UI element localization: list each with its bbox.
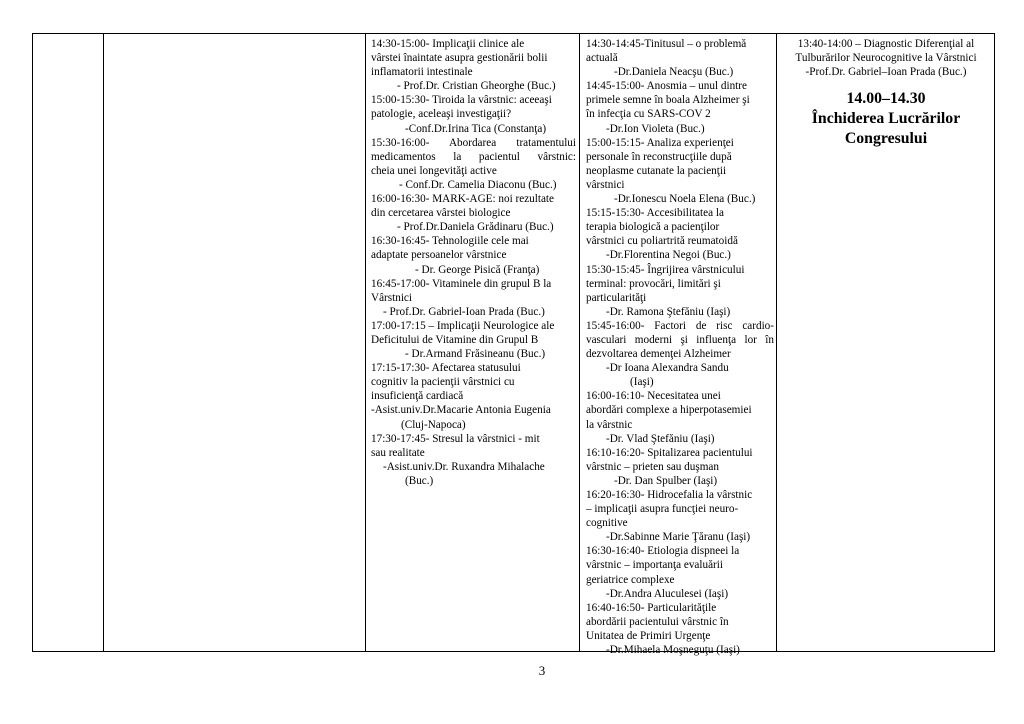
talk-title: vârstnici cu poliartrită reumatoidă xyxy=(586,235,738,248)
talk-title: Deficitului de Vitamine din Grupul B xyxy=(371,333,539,346)
speaker: -Dr. Dan Spulber (Iaşi) xyxy=(614,474,718,487)
talk-title: dezvoltarea demenţei Alzheimer xyxy=(586,348,731,361)
talk-title: 16:00-16:10- Necesitatea unei xyxy=(586,390,721,403)
talk-title: 17:15-17:30- Afectarea statusului xyxy=(371,362,521,375)
talk-title: 14:30-14:45-Tinitusul – o problemă xyxy=(586,38,747,50)
talk-title: cognitiv la pacienţii vârstnici cu xyxy=(371,376,515,389)
talk-title: 16:20-16:30- Hidrocefalia la vârstnic xyxy=(586,489,753,501)
talk-title: 13:40-14:00 – Diagnostic Diferenţial al xyxy=(797,38,975,50)
speaker: -Dr. Vlad Ştefăniu (Iaşi) xyxy=(606,432,715,445)
speaker: - Dr. George Pisică (Franţa) xyxy=(415,263,540,276)
talk-title: abordării pacientului vârstnic în xyxy=(586,615,729,628)
column-divider xyxy=(103,33,104,652)
talk-title: vârstnici xyxy=(586,178,625,191)
speaker-city: (Iaşi) xyxy=(630,376,654,389)
talk-title: geriatrice complexe xyxy=(586,573,675,586)
speaker-city: (Buc.) xyxy=(405,474,434,487)
column-divider xyxy=(776,33,777,652)
talk-title: inflamatorii intestinale xyxy=(371,66,473,79)
speaker: -Asist.univ.Dr.Macarie Antonia Eugenia xyxy=(371,404,551,417)
talk-title: terminal: provocări, limitări şi xyxy=(586,277,721,290)
speaker: - Prof.Dr. Gabriel-Ioan Prada (Buc.) xyxy=(383,305,545,318)
talk-title: 17:00-17:15 – Implicaţii Neurologice ale xyxy=(371,319,555,332)
talk-title: neoplasme cutanate la pacienţii xyxy=(586,164,727,177)
speaker: -Conf.Dr.Irina Tica (Constanţa) xyxy=(405,122,547,135)
talk-title: – implicaţii asupra funcţiei neuro- xyxy=(586,503,739,516)
talk-title: particularităţi xyxy=(586,291,647,304)
talk-title: 17:30-17:45- Stresul la vârstnici - mit xyxy=(371,432,540,445)
talk-title: la vârstnic xyxy=(586,418,633,431)
talk-title: actuală xyxy=(586,52,618,65)
speaker: -Dr.Daniela Neacşu (Buc.) xyxy=(614,66,734,79)
talk-title: vârstei înaintate asupra gestionării bolii xyxy=(371,52,548,65)
speaker: - Prof.Dr. Cristian Gheorghe (Buc.) xyxy=(397,80,556,93)
column-divider xyxy=(579,33,580,652)
closing-title: Congresului xyxy=(844,130,928,148)
talk-title: 16:00-16:30- MARK-AGE: noi rezultate xyxy=(371,193,555,206)
talk-title: cheia unei longevităţi active xyxy=(371,164,497,177)
talk-title: din cercetarea vârstei biologice xyxy=(371,207,511,220)
talk-title: 15:15-15:30- Accesibilitatea la xyxy=(586,207,724,220)
talk-title: 16:45-17:00- Vitaminele din grupul B la xyxy=(371,277,552,290)
speaker-city: (Cluj-Napoca) xyxy=(401,418,466,431)
speaker: -Dr.Ion Violeta (Buc.) xyxy=(606,122,705,135)
talk-title: abordări complexe a hiperpotasemiei xyxy=(586,404,752,417)
speaker: -Dr.Ionescu Noela Elena (Buc.) xyxy=(614,193,756,206)
talk-title: 15:30-16:00- Abordarea tratamentului xyxy=(371,136,576,149)
talk-title: 14:30-15:00- Implicaţii clinice ale xyxy=(371,38,525,50)
closing-session xyxy=(781,89,991,149)
talk-title: vârstnic – importanţa evaluării xyxy=(586,559,723,572)
speaker: -Dr.Mihaela Moşneguţu (Iaşi) xyxy=(606,644,740,657)
speaker: - Prof.Dr.Daniela Grădinaru (Buc.) xyxy=(397,221,554,234)
talk-title: Tulburărilor Neurocognitive la Vârstnici xyxy=(795,52,977,65)
talk-title: patologie, aceleaşi investigaţii? xyxy=(371,108,512,121)
speaker: -Dr Ioana Alexandra Sandu xyxy=(606,362,729,375)
session-column-5 xyxy=(781,37,991,149)
talk-title: adaptate persoanelor vârstnice xyxy=(371,249,507,262)
talk-title: în infecţia cu SARS-COV 2 xyxy=(586,108,711,121)
talk-title: 15:00-15:30- Tiroida la vârstnic: aceeaşi xyxy=(371,94,552,107)
talk-title: 16:40-16:50- Particularităţile xyxy=(586,601,717,614)
talk-title: vasculari moderni şi influenţa lor în xyxy=(586,333,774,346)
talk-title: 15:45-16:00- Factori de risc cardio- xyxy=(586,319,774,332)
speaker: - Dr.Armand Frăsineanu (Buc.) xyxy=(405,348,546,361)
talk-title: Vârstnici xyxy=(371,291,413,304)
talk-title: sau realitate xyxy=(371,446,425,459)
talk-title: primele semne în boala Alzheimer şi xyxy=(586,94,750,107)
session-column-4 xyxy=(586,37,774,657)
closing-time: 14.00–14.30 xyxy=(846,90,926,108)
talk-title: 16:30-16:45- Tehnologiile cele mai xyxy=(371,235,529,248)
closing-title: Închiderea Lucrărilor xyxy=(811,110,961,128)
talk-title: 14:45-15:00- Anosmia – unul dintre xyxy=(586,80,747,93)
speaker: - Conf.Dr. Camelia Diaconu (Buc.) xyxy=(399,178,557,191)
speaker: -Dr.Florentina Negoi (Buc.) xyxy=(606,249,731,262)
talk-title: terapia biologică a pacienţilor xyxy=(586,221,720,234)
talk-title: cognitive xyxy=(586,517,628,530)
session-column-3 xyxy=(371,37,576,488)
column-divider xyxy=(365,33,366,652)
speaker: -Dr. Ramona Ştefăniu (Iaşi) xyxy=(606,305,731,318)
talk-title: vârstnic – prieten sau duşman xyxy=(586,460,719,473)
speaker: -Dr.Andra Aluculesei (Iaşi) xyxy=(606,587,729,600)
speaker: -Prof.Dr. Gabriel–Ioan Prada (Buc.) xyxy=(805,66,967,79)
talk-title: medicamentos la pacientul vârstnic: xyxy=(371,150,576,163)
talk-title: 15:00-15:15- Analiza experienţei xyxy=(586,136,734,149)
talk-title: insuficienţă cardiacă xyxy=(371,390,464,403)
speaker: -Asist.univ.Dr. Ruxandra Mihalache xyxy=(383,460,545,473)
speaker: -Dr.Sabinne Marie Ţăranu (Iaşi) xyxy=(606,531,751,544)
talk-title: 16:10-16:20- Spitalizarea pacientului xyxy=(586,446,753,459)
talk-title: 16:30-16:40- Etiologia dispneei la xyxy=(586,545,740,558)
page-number: 3 xyxy=(538,663,546,678)
talk-title: 15:30-15:45- Îngrijirea vârstnicului xyxy=(586,263,745,276)
talk-title: Unitatea de Primiri Urgenţe xyxy=(586,629,711,642)
talk-title: personale în reconstrucţiile după xyxy=(586,150,732,163)
